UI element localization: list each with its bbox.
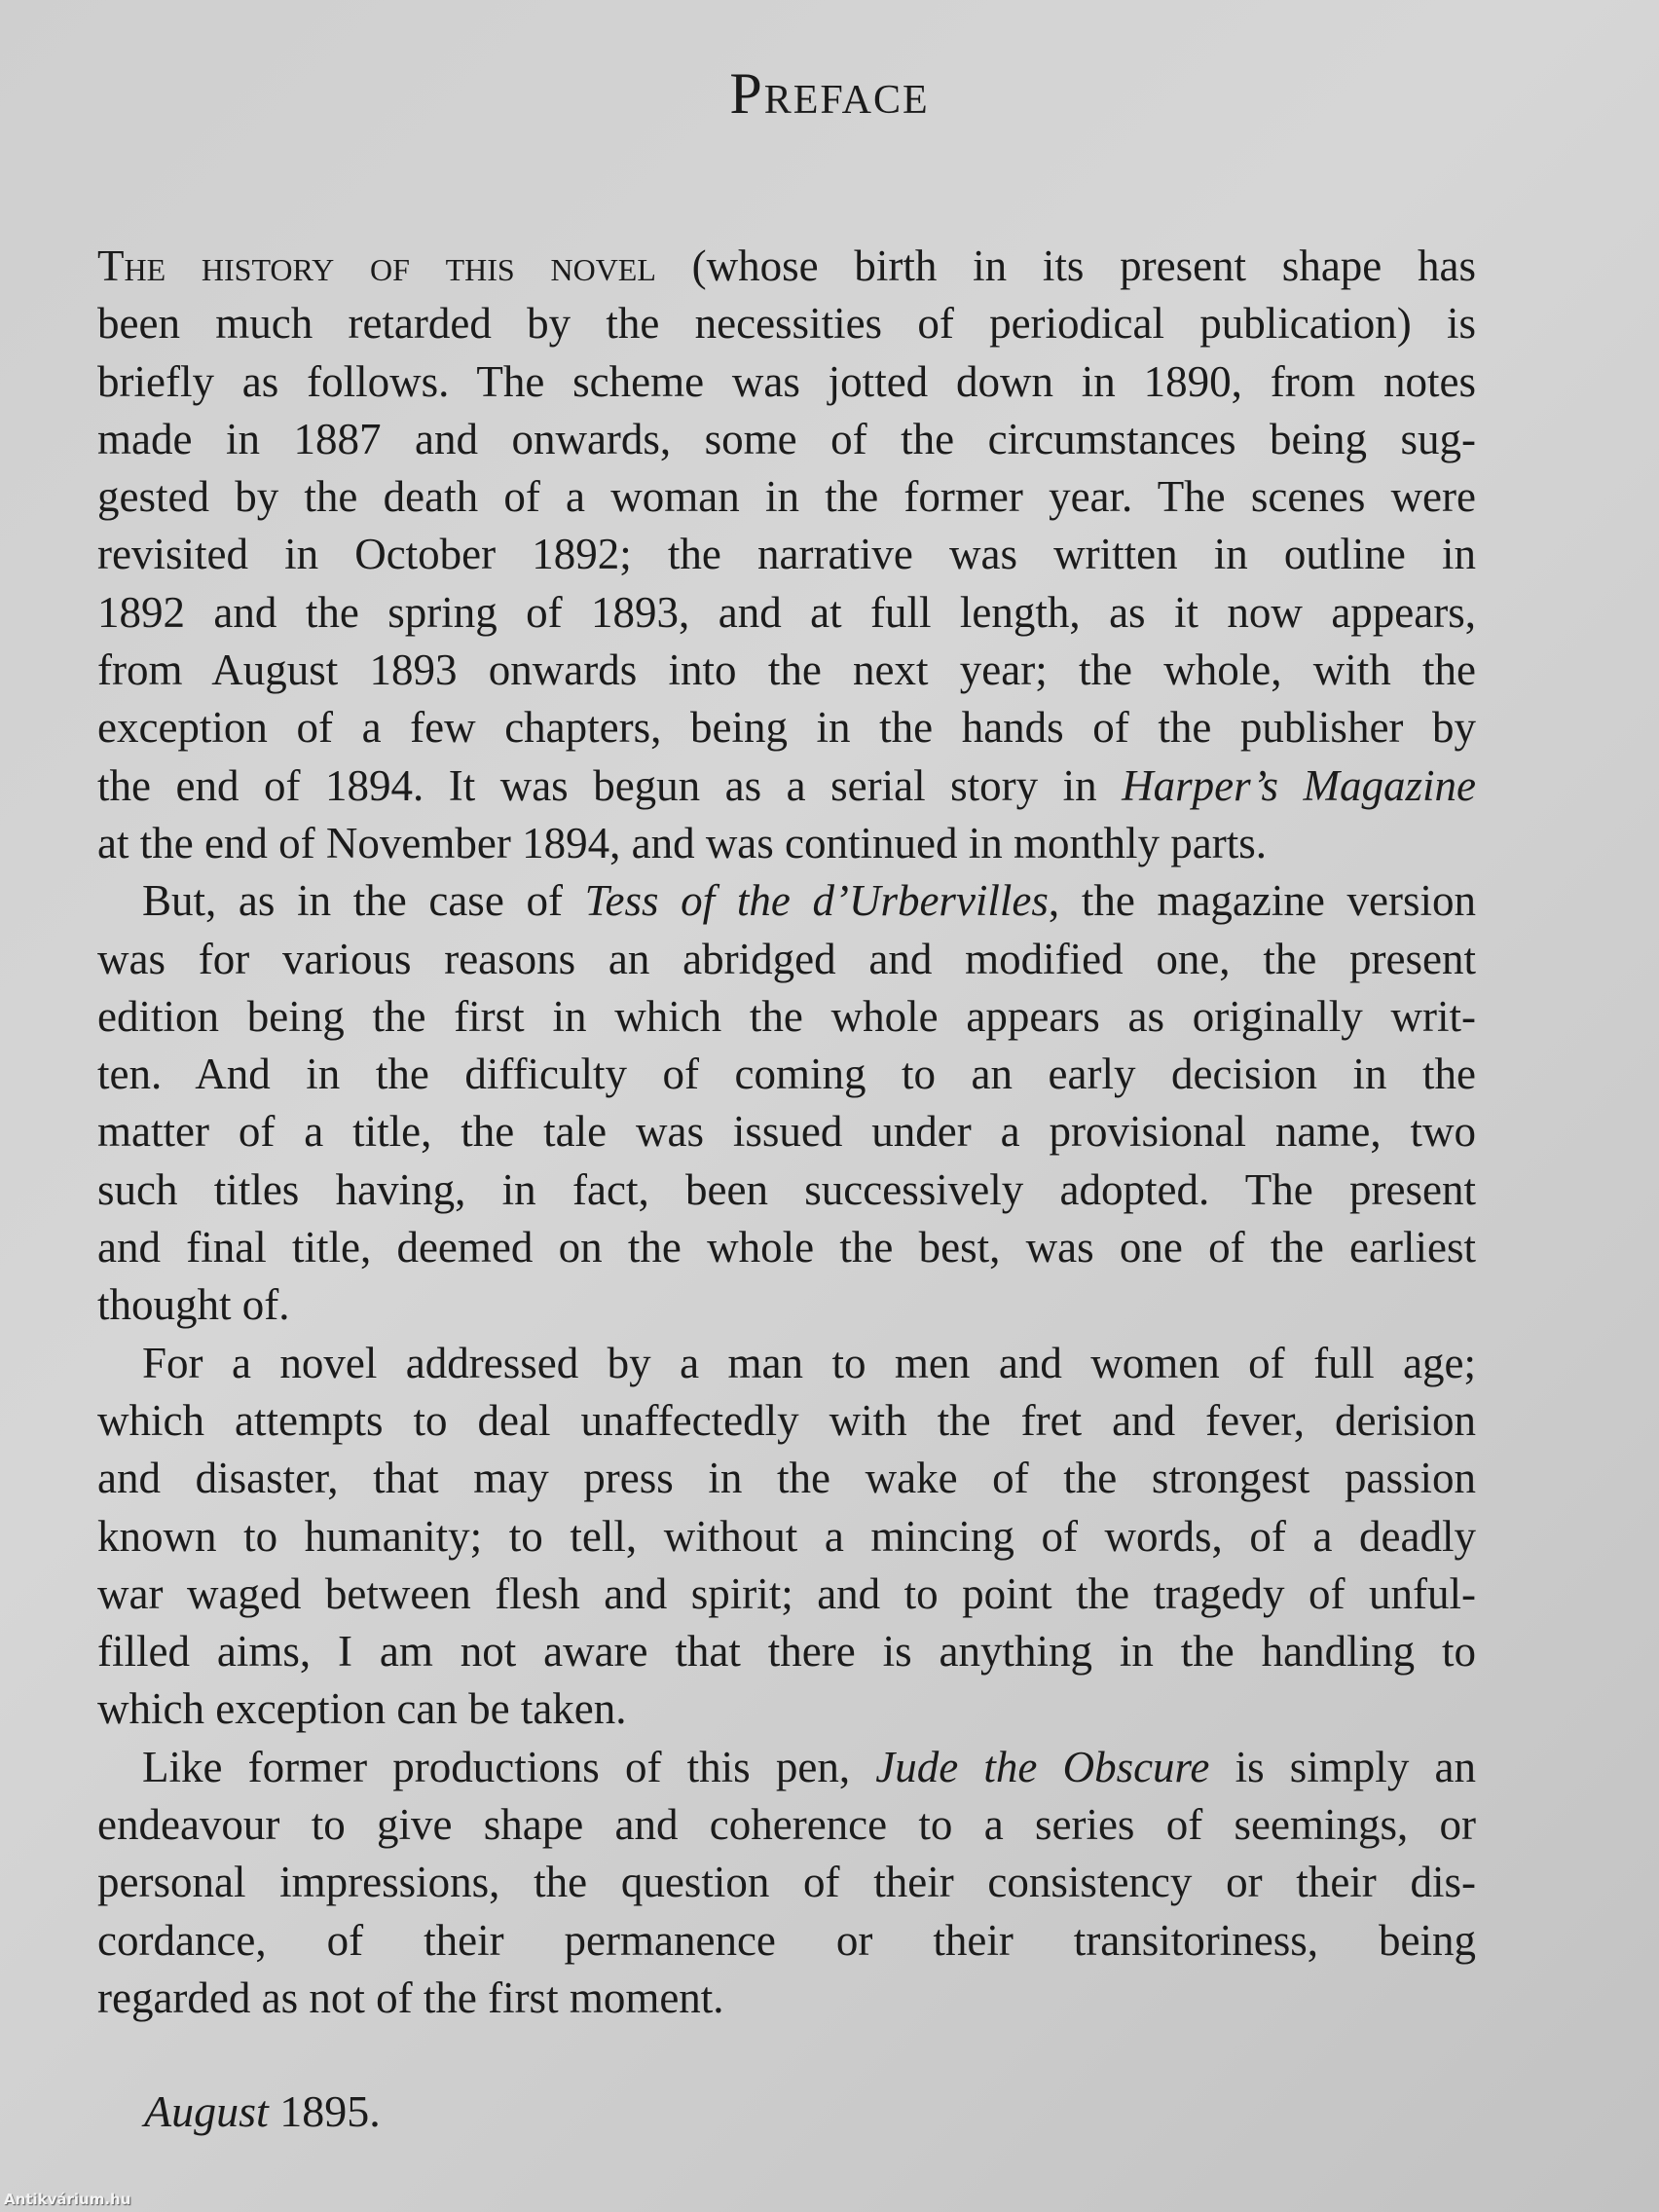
- preface-body: [97, 238, 1476, 2027]
- watermark: Antikvárium.hu: [4, 2191, 131, 2208]
- text-line: [97, 1566, 1476, 1623]
- text-segment: (whose birth in its present shape has: [655, 241, 1476, 290]
- text-segment: revisited in October 1892; the narrative was written in outline in: [97, 530, 1476, 579]
- text-line: [97, 584, 1476, 642]
- text-line: [97, 411, 1476, 468]
- text-segment: But, as in the case of: [142, 876, 585, 926]
- text-segment: and final title, deemed on the whole the best, was one of the earliest: [97, 1223, 1476, 1272]
- italic-title-text: Tess of the d’Urbervilles: [584, 876, 1049, 926]
- text-segment: which exception can be taken.: [97, 1684, 627, 1734]
- text-line: [97, 238, 1476, 295]
- text-line: [97, 1970, 1476, 2027]
- text-line: [97, 1335, 1476, 1392]
- preface-date: [144, 2085, 381, 2137]
- text-line: [97, 1623, 1476, 1680]
- text-segment: gested by the death of a woman in the former year. The scenes were: [97, 472, 1476, 522]
- text-segment: from August 1893 onwards into the next year; the whole, with the: [97, 645, 1476, 695]
- text-segment: war waged between flesh and spirit; and to point the tragedy of unful-: [97, 1568, 1476, 1618]
- text-segment: thought of.: [97, 1280, 290, 1330]
- date-year: 1895.: [268, 2086, 381, 2136]
- text-line: [97, 931, 1476, 988]
- text-line: [97, 1450, 1476, 1507]
- text-line: [97, 1046, 1476, 1103]
- text-segment: is simply an: [1209, 1742, 1476, 1791]
- text-line: [97, 1276, 1476, 1334]
- date-month: August: [144, 2086, 269, 2136]
- text-line: [97, 1219, 1476, 1276]
- text-line: [97, 872, 1476, 930]
- text-segment: personal impressions, the question of their consistency or their dis-: [97, 1858, 1476, 1907]
- italic-title-text: Jude the Obscure: [875, 1742, 1210, 1791]
- text-line: [97, 1680, 1476, 1738]
- text-segment: filled aims, I am not aware that there is anything in the handling to: [97, 1627, 1476, 1677]
- text-line: [97, 1796, 1476, 1854]
- text-line: [97, 642, 1476, 699]
- text-segment: and disaster, that may press in the wake of the strongest passion: [97, 1454, 1476, 1503]
- text-segment: edition being the first in which the whole appears as originally writ-: [97, 991, 1476, 1041]
- text-segment: endeavour to give shape and coherence to a series of seemings, or: [97, 1800, 1476, 1850]
- text-line: [97, 1739, 1476, 1796]
- text-line: [97, 526, 1476, 583]
- text-segment: matter of a title, the tale was issued under a provisional name, two: [97, 1107, 1476, 1157]
- text-segment: ten. And in the difficulty of coming to an early decision in the: [97, 1050, 1476, 1099]
- text-segment: Like former productions of this pen,: [142, 1742, 876, 1791]
- text-segment: such titles having, in fact, been successively adopted. The present: [97, 1164, 1476, 1214]
- page-title: Preface: [729, 61, 930, 126]
- text-segment: regarded as not of the first moment.: [97, 1972, 724, 2022]
- text-segment: exception of a few chapters, being in the hands of the publisher by: [97, 703, 1476, 753]
- text-line: [97, 295, 1476, 352]
- text-segment: For a novel addressed by a man to men and women of full age;: [142, 1338, 1476, 1387]
- text-segment: 1892 and the spring of 1893, and at full length, as it now appears,: [97, 587, 1476, 637]
- text-line: [97, 353, 1476, 411]
- text-segment: cordance, of their permanence or their transitoriness, being: [97, 1915, 1476, 1965]
- text-line: [97, 1854, 1476, 1911]
- text-line: [97, 468, 1476, 526]
- text-line: [97, 1392, 1476, 1450]
- text-segment: which attempts to deal unaffectedly with the fret and fever, derision: [97, 1395, 1476, 1445]
- text-segment: was for various reasons an abridged and modified one, the present: [97, 934, 1476, 983]
- text-line: [97, 815, 1476, 872]
- text-line: [97, 988, 1476, 1046]
- text-line: [97, 699, 1476, 756]
- text-segment: the end of 1894. It was begun as a serial story in: [97, 760, 1123, 810]
- italic-title-text: Harper’s Magazine: [1122, 760, 1476, 810]
- text-segment: at the end of November 1894, and was continued in monthly parts.: [97, 818, 1267, 867]
- text-line: [97, 1103, 1476, 1161]
- text-line: [97, 1161, 1476, 1219]
- text-segment: been much retarded by the necessities of periodical publication) is: [97, 299, 1476, 349]
- text-line: [97, 1508, 1476, 1566]
- text-segment: made in 1887 and onwards, some of the circumstances being sug-: [97, 414, 1476, 463]
- text-segment: known to humanity; to tell, without a mincing of words, of a deadly: [97, 1511, 1476, 1561]
- text-segment: , the magazine version: [1048, 876, 1476, 926]
- text-segment: briefly as follows. The scheme was jotted down in 1890, from notes: [97, 356, 1476, 406]
- text-line: [97, 757, 1476, 815]
- small-caps-text: The history of this novel: [97, 241, 656, 290]
- text-line: [97, 1912, 1476, 1970]
